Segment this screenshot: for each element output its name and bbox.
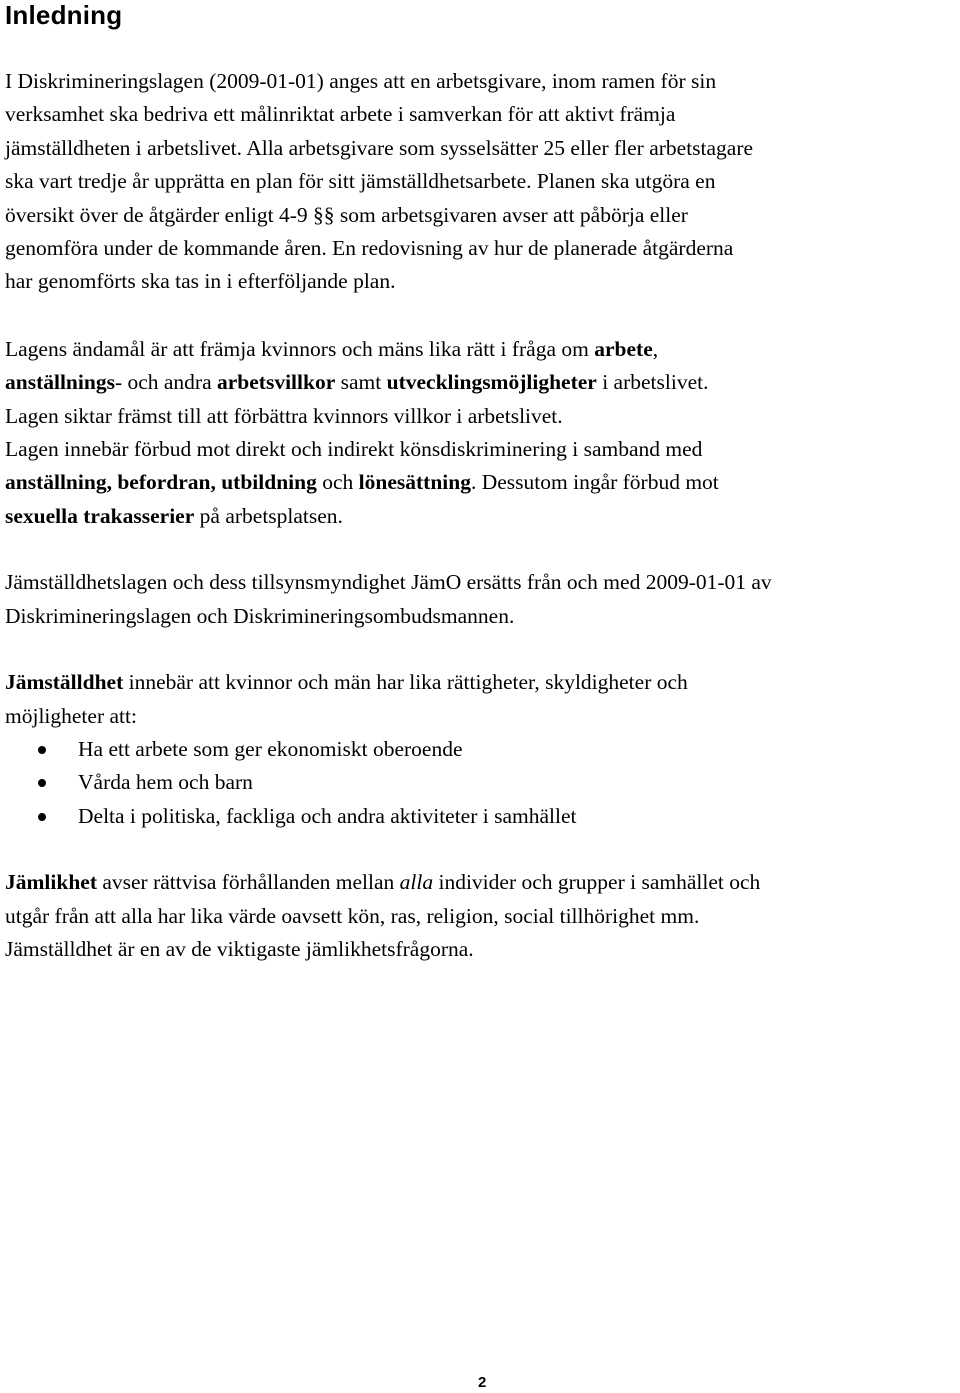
text-line: Jämställdhetslagen och dess tillsynsmyndighet JämO ersätts från och med 2009-01-01 av	[5, 570, 772, 595]
document-page	[5, 0, 955, 966]
text-line: Jämställdhet är en av de viktigaste jämlikhetsfrågorna.	[5, 936, 474, 961]
bold-term: utvecklingsmöjligheter	[386, 370, 597, 395]
bullet-icon	[38, 779, 46, 787]
bold-term: sexuella trakasserier	[5, 503, 195, 528]
italic-term: alla	[399, 870, 434, 895]
list-item-text: Vårda hem och barn	[78, 770, 253, 795]
text-line: Diskrimineringslagen och Diskrimineringsombudsmannen.	[5, 603, 515, 628]
text-line: har genomförts ska tas in i efterföljande plan.	[5, 269, 396, 294]
bold-term: Jämställdhet	[5, 670, 124, 695]
text-run: samt	[335, 370, 387, 395]
rights-bullet-list	[5, 733, 955, 833]
bold-term: arbetsvillkor	[217, 370, 336, 395]
text-line: verksamhet ska bedriva ett målinriktat arbete i samverkan för att aktivt främja	[5, 102, 676, 127]
bold-term: Jämlikhet	[5, 870, 97, 895]
text-line: jämställdheten i arbetslivet. Alla arbetsgivare som sysselsätter 25 eller fler arbetstagare	[5, 135, 754, 160]
text-run: och	[316, 470, 359, 495]
list-item-text: Ha ett arbete som ger ekonomiskt oberoende	[78, 736, 463, 761]
page-heading: Inledning	[5, 0, 123, 30]
bullet-icon	[38, 813, 46, 821]
page-number: 2	[478, 1374, 487, 1391]
text-line: översikt över de åtgärder enligt 4-9 §§ som arbetsgivaren avser att påbörja eller	[5, 202, 688, 227]
text-run: innebär att kvinnor och män har lika rättigheter, skyldigheter och	[123, 670, 688, 695]
text-line: ska vart tredje år upprätta en plan för sitt jämställdhetsarbete. Planen ska utgöra en	[5, 169, 716, 194]
equality-definition-paragraph	[5, 666, 955, 733]
text-run: på arbetsplatsen.	[194, 503, 343, 528]
text-run: . Dessutom ingår förbud mot	[470, 470, 719, 495]
text-run: ,	[652, 336, 659, 361]
bold-term: anställning, befordran, utbildning	[5, 470, 317, 495]
text-line: Lagen innebär förbud mot direkt och indirekt könsdiskriminering i samband med	[5, 437, 703, 462]
bold-term: arbete	[594, 336, 653, 361]
bold-term: anställnings	[5, 370, 115, 395]
text-line: Lagen siktar främst till att förbättra kvinnors villkor i arbetslivet.	[5, 403, 563, 428]
replacement-paragraph	[5, 566, 955, 633]
text-run: avser rättvisa förhållanden mellan	[96, 870, 400, 895]
list-item	[5, 733, 955, 766]
text-run: individer och grupper i samhället och	[433, 870, 761, 895]
list-item	[5, 766, 955, 799]
text-line: utgår från att alla har lika värde oavsett kön, ras, religion, social tillhörighet mm.	[5, 903, 700, 928]
text-run: - och andra	[114, 370, 218, 395]
text-line: genomföra under de kommande åren. En redovisning av hur de planerade åtgärderna	[5, 236, 734, 261]
intro-paragraph	[5, 65, 955, 299]
text-run: i arbetslivet.	[596, 370, 709, 395]
bold-term: lönesättning	[358, 470, 471, 495]
purpose-paragraph	[5, 333, 955, 533]
text-line: möjligheter att:	[5, 703, 137, 728]
parity-definition-paragraph	[5, 866, 955, 966]
text-line: I Diskrimineringslagen (2009-01-01) anges att en arbetsgivare, inom ramen för sin	[5, 69, 717, 93]
list-item	[5, 800, 955, 833]
text-run: Lagens ändamål är att främja kvinnors och mäns lika rätt i fråga om	[5, 336, 595, 361]
list-item-text: Delta i politiska, fackliga och andra aktiviteter i samhället	[78, 803, 577, 828]
bullet-icon	[38, 746, 46, 754]
